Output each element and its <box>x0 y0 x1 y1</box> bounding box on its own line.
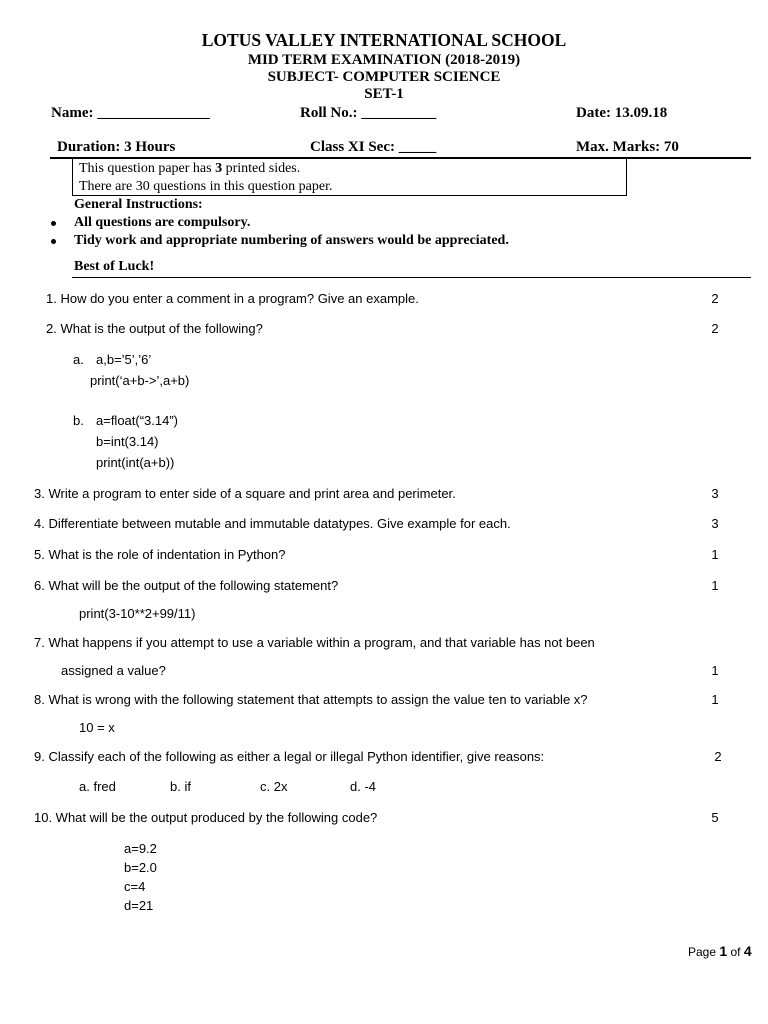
q10-code-line: d=21 <box>124 898 154 913</box>
question-1: 1. How do you enter a comment in a program? Give an example. <box>46 291 419 306</box>
info-sides-count: 3 <box>215 161 223 176</box>
question-6-marks: 1 <box>711 578 719 593</box>
page-word: Page <box>688 945 720 959</box>
subject-title: SUBJECT- COMPUTER SCIENCE <box>267 69 501 85</box>
max-marks-field: Max. Marks: 70 <box>576 139 679 155</box>
info-line-sides <box>79 161 300 177</box>
instructions-divider <box>72 277 751 278</box>
q9-option: d. -4 <box>350 779 377 794</box>
info-text-post: printed sides. <box>222 161 301 176</box>
info-text-pre: This question paper has <box>79 161 216 176</box>
duration-field: Duration: 3 Hours <box>57 139 176 155</box>
q9-option: b. if <box>170 779 191 794</box>
question-7: 7. What happens if you attempt to use a variable within a program, and that variable has not been <box>34 635 595 650</box>
question-9-marks: 2 <box>714 749 722 764</box>
school-name: LOTUS VALLEY INTERNATIONAL SCHOOL <box>201 30 567 50</box>
q2-part-b-code: print(int(a+b)) <box>96 455 175 470</box>
roll-field: Roll No.: __________ <box>300 105 437 121</box>
of-word: of <box>727 945 744 959</box>
question-1-marks: 2 <box>711 291 719 306</box>
question-9: 9. Classify each of the following as either a legal or illegal Python identifier, give reasons: <box>34 749 545 764</box>
q10-code-line: c=4 <box>124 879 146 894</box>
question-8: 8. What is wrong with the following statement that attempts to assign the value ten to variable x? <box>34 692 588 707</box>
q10-code-line: b=2.0 <box>124 860 157 875</box>
q8-code: 10 = x <box>79 720 115 735</box>
q2-part-b-code: a=float(“3.14”) <box>96 413 179 428</box>
current-page: 1 <box>719 943 728 959</box>
question-2: 2. What is the output of the following? <box>46 321 263 336</box>
set-title: SET-1 <box>364 86 404 102</box>
exam-title: MID TERM EXAMINATION (2018-2019) <box>247 52 521 68</box>
question-3-marks: 3 <box>711 486 719 501</box>
question-4-marks: 3 <box>711 516 719 531</box>
question-5: 5. What is the role of indentation in Python? <box>34 547 286 562</box>
question-2-marks: 2 <box>711 321 719 336</box>
question-7-continued: assigned a value? <box>61 663 166 678</box>
q2-part-a-code: a,b=’5’,’6’ <box>96 352 152 367</box>
q9-option: a. fred <box>79 779 116 794</box>
bullet-icon <box>51 239 56 244</box>
name-field: Name: _______________ <box>51 105 210 121</box>
closing-note: Best of Luck! <box>74 259 155 274</box>
q2-part-a-code: print(‘a+b->’,a+b) <box>90 373 190 388</box>
q2-part-b-code: b=int(3.14) <box>96 434 159 449</box>
q6-code: print(3-10**2+99/11) <box>79 606 196 621</box>
q2-part-b-label: b. <box>73 413 84 428</box>
total-pages: 4 <box>743 943 752 959</box>
bullet-icon <box>51 221 56 226</box>
question-6: 6. What will be the output of the following statement? <box>34 578 339 593</box>
instruction-item: All questions are compulsory. <box>74 215 251 230</box>
date-field: Date: 13.09.18 <box>576 105 668 121</box>
question-3: 3. Write a program to enter side of a square and print area and perimeter. <box>34 486 456 501</box>
q2-part-a-label: a. <box>73 352 84 367</box>
instruction-item: Tidy work and appropriate numbering of answers would be appreciated. <box>74 233 509 248</box>
q9-option: c. 2x <box>260 779 288 794</box>
class-section-field: Class XI Sec: _____ <box>310 139 437 155</box>
question-10: 10. What will be the output produced by the following code? <box>34 810 378 825</box>
question-7-marks: 1 <box>711 663 719 678</box>
question-10-marks: 5 <box>711 810 719 825</box>
page-number <box>688 943 752 959</box>
question-4: 4. Differentiate between mutable and immutable datatypes. Give example for each. <box>34 516 511 531</box>
question-5-marks: 1 <box>711 547 719 562</box>
instructions-heading: General Instructions: <box>74 197 203 212</box>
q10-code-line: a=9.2 <box>124 841 157 856</box>
question-8-marks: 1 <box>711 692 719 707</box>
info-line-questions: There are 30 questions in this question paper. <box>79 179 333 194</box>
